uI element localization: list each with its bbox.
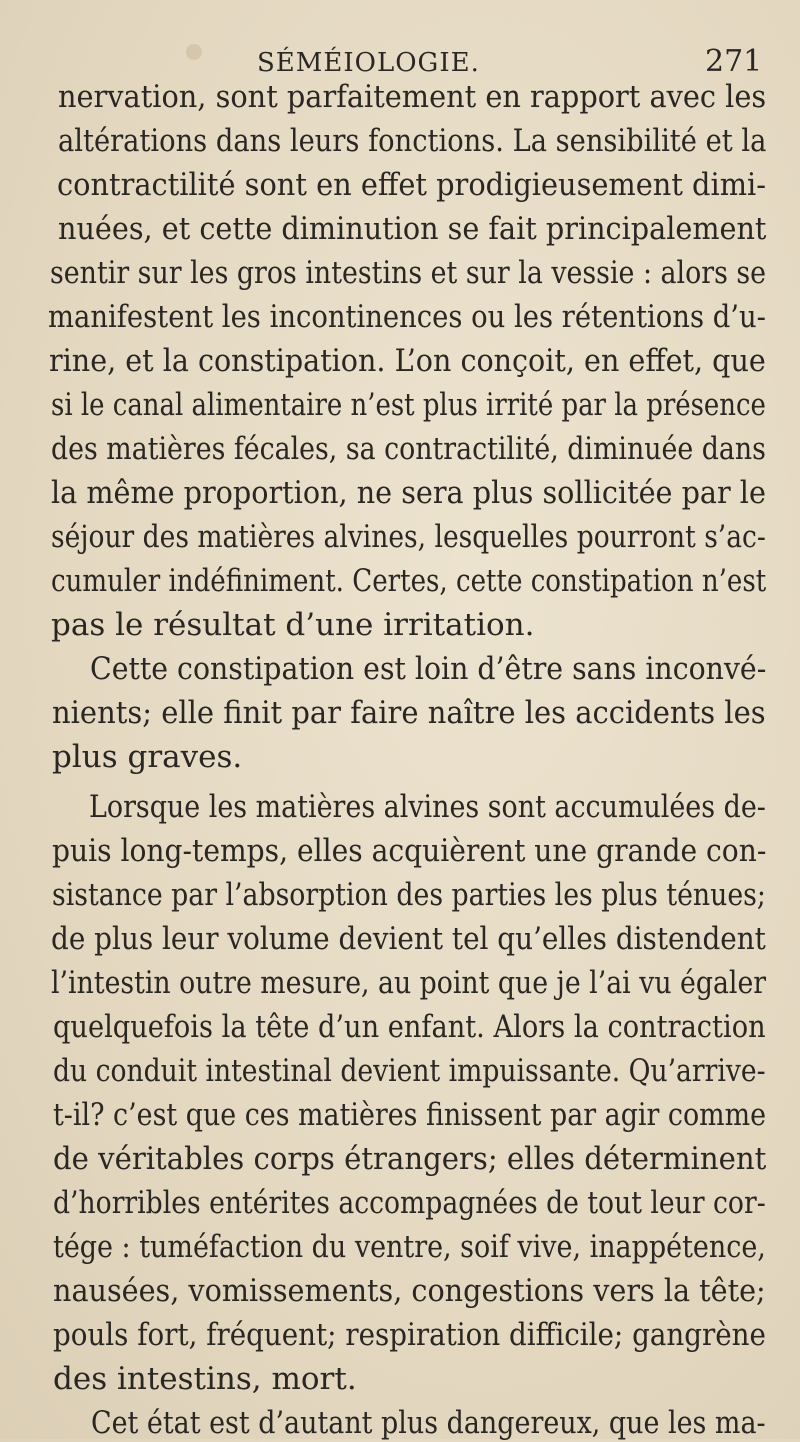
- text-line: cumuler indéfiniment. Certes, cette constipation n’est: [51, 563, 767, 599]
- text-line: nausées, vomissements, congestions vers la tête;: [53, 1273, 766, 1309]
- text-line: de plus leur volume devient tel qu’elles distendent: [51, 921, 766, 957]
- text-line: Lorsque les matières alvines sont accumulées de-: [89, 789, 766, 825]
- text-line: de véritables corps étrangers; elles déterminent: [53, 1141, 767, 1177]
- text-line: sentir sur les gros intestins et sur la vessie : alors se: [50, 255, 767, 291]
- text-line: l’intestin outre mesure, au point que je l’ai vu égaler: [51, 965, 767, 1001]
- text-line: pas le résultat d’une irritation.: [51, 607, 535, 643]
- text-line: d’horribles entérites accompagnées de tout leur cor-: [53, 1185, 766, 1221]
- text-line: puis long-temps, elles acquièrent une grande con-: [52, 833, 767, 869]
- text-line: si le canal alimentaire n’est plus irrité par la présence: [51, 387, 766, 423]
- text-line: plus graves.: [52, 739, 243, 775]
- text-line: la même proportion, ne sera plus sollicitée par le: [51, 475, 766, 511]
- text-line: manifestent les incontinences ou les rétentions d’u-: [48, 299, 766, 335]
- text-line: quelquefois la tête d’un enfant. Alors la contraction: [53, 1009, 766, 1045]
- text-line: t-il? c’est que ces matières finissent par agir comme: [53, 1097, 767, 1133]
- text-line: des intestins, mort.: [53, 1361, 357, 1397]
- text-line: nuées, et cette diminution se fait principalement: [58, 211, 767, 247]
- text-line: contractilité sont en effet prodigieusement dimi-: [57, 167, 766, 203]
- text-line: nervation, sont parfaitement en rapport avec les: [58, 79, 767, 115]
- text-line: sistance par l’absorption des parties les plus ténues;: [52, 877, 766, 913]
- text-line: du conduit intestinal devient impuissante. Qu’arrive-: [53, 1053, 766, 1089]
- page-number: 271: [705, 44, 763, 79]
- text-line: Cette constipation est loin d’être sans inconvé-: [90, 651, 767, 687]
- text-line: Cet état est d’autant plus dangereux, que les ma-: [91, 1405, 766, 1441]
- text-line: altérations dans leurs fonctions. La sensibilité et la: [58, 123, 767, 159]
- text-line: pouls fort, fréquent; respiration difficile; gangrène: [53, 1317, 766, 1353]
- running-head-title: SÉMÉIOLOGIE.: [257, 48, 480, 78]
- text-line: tége : tuméfaction du ventre, soif vive, inappétence,: [53, 1229, 766, 1265]
- text-line: rine, et la constipation. L’on conçoit, en effet, que: [49, 343, 766, 379]
- text-line: séjour des matières alvines, lesquelles pourront s’ac-: [51, 519, 766, 555]
- text-line: nients; elle finit par faire naître les accidents les: [52, 695, 766, 731]
- text-line: des matières fécales, sa contractilité, diminuée dans: [51, 431, 766, 467]
